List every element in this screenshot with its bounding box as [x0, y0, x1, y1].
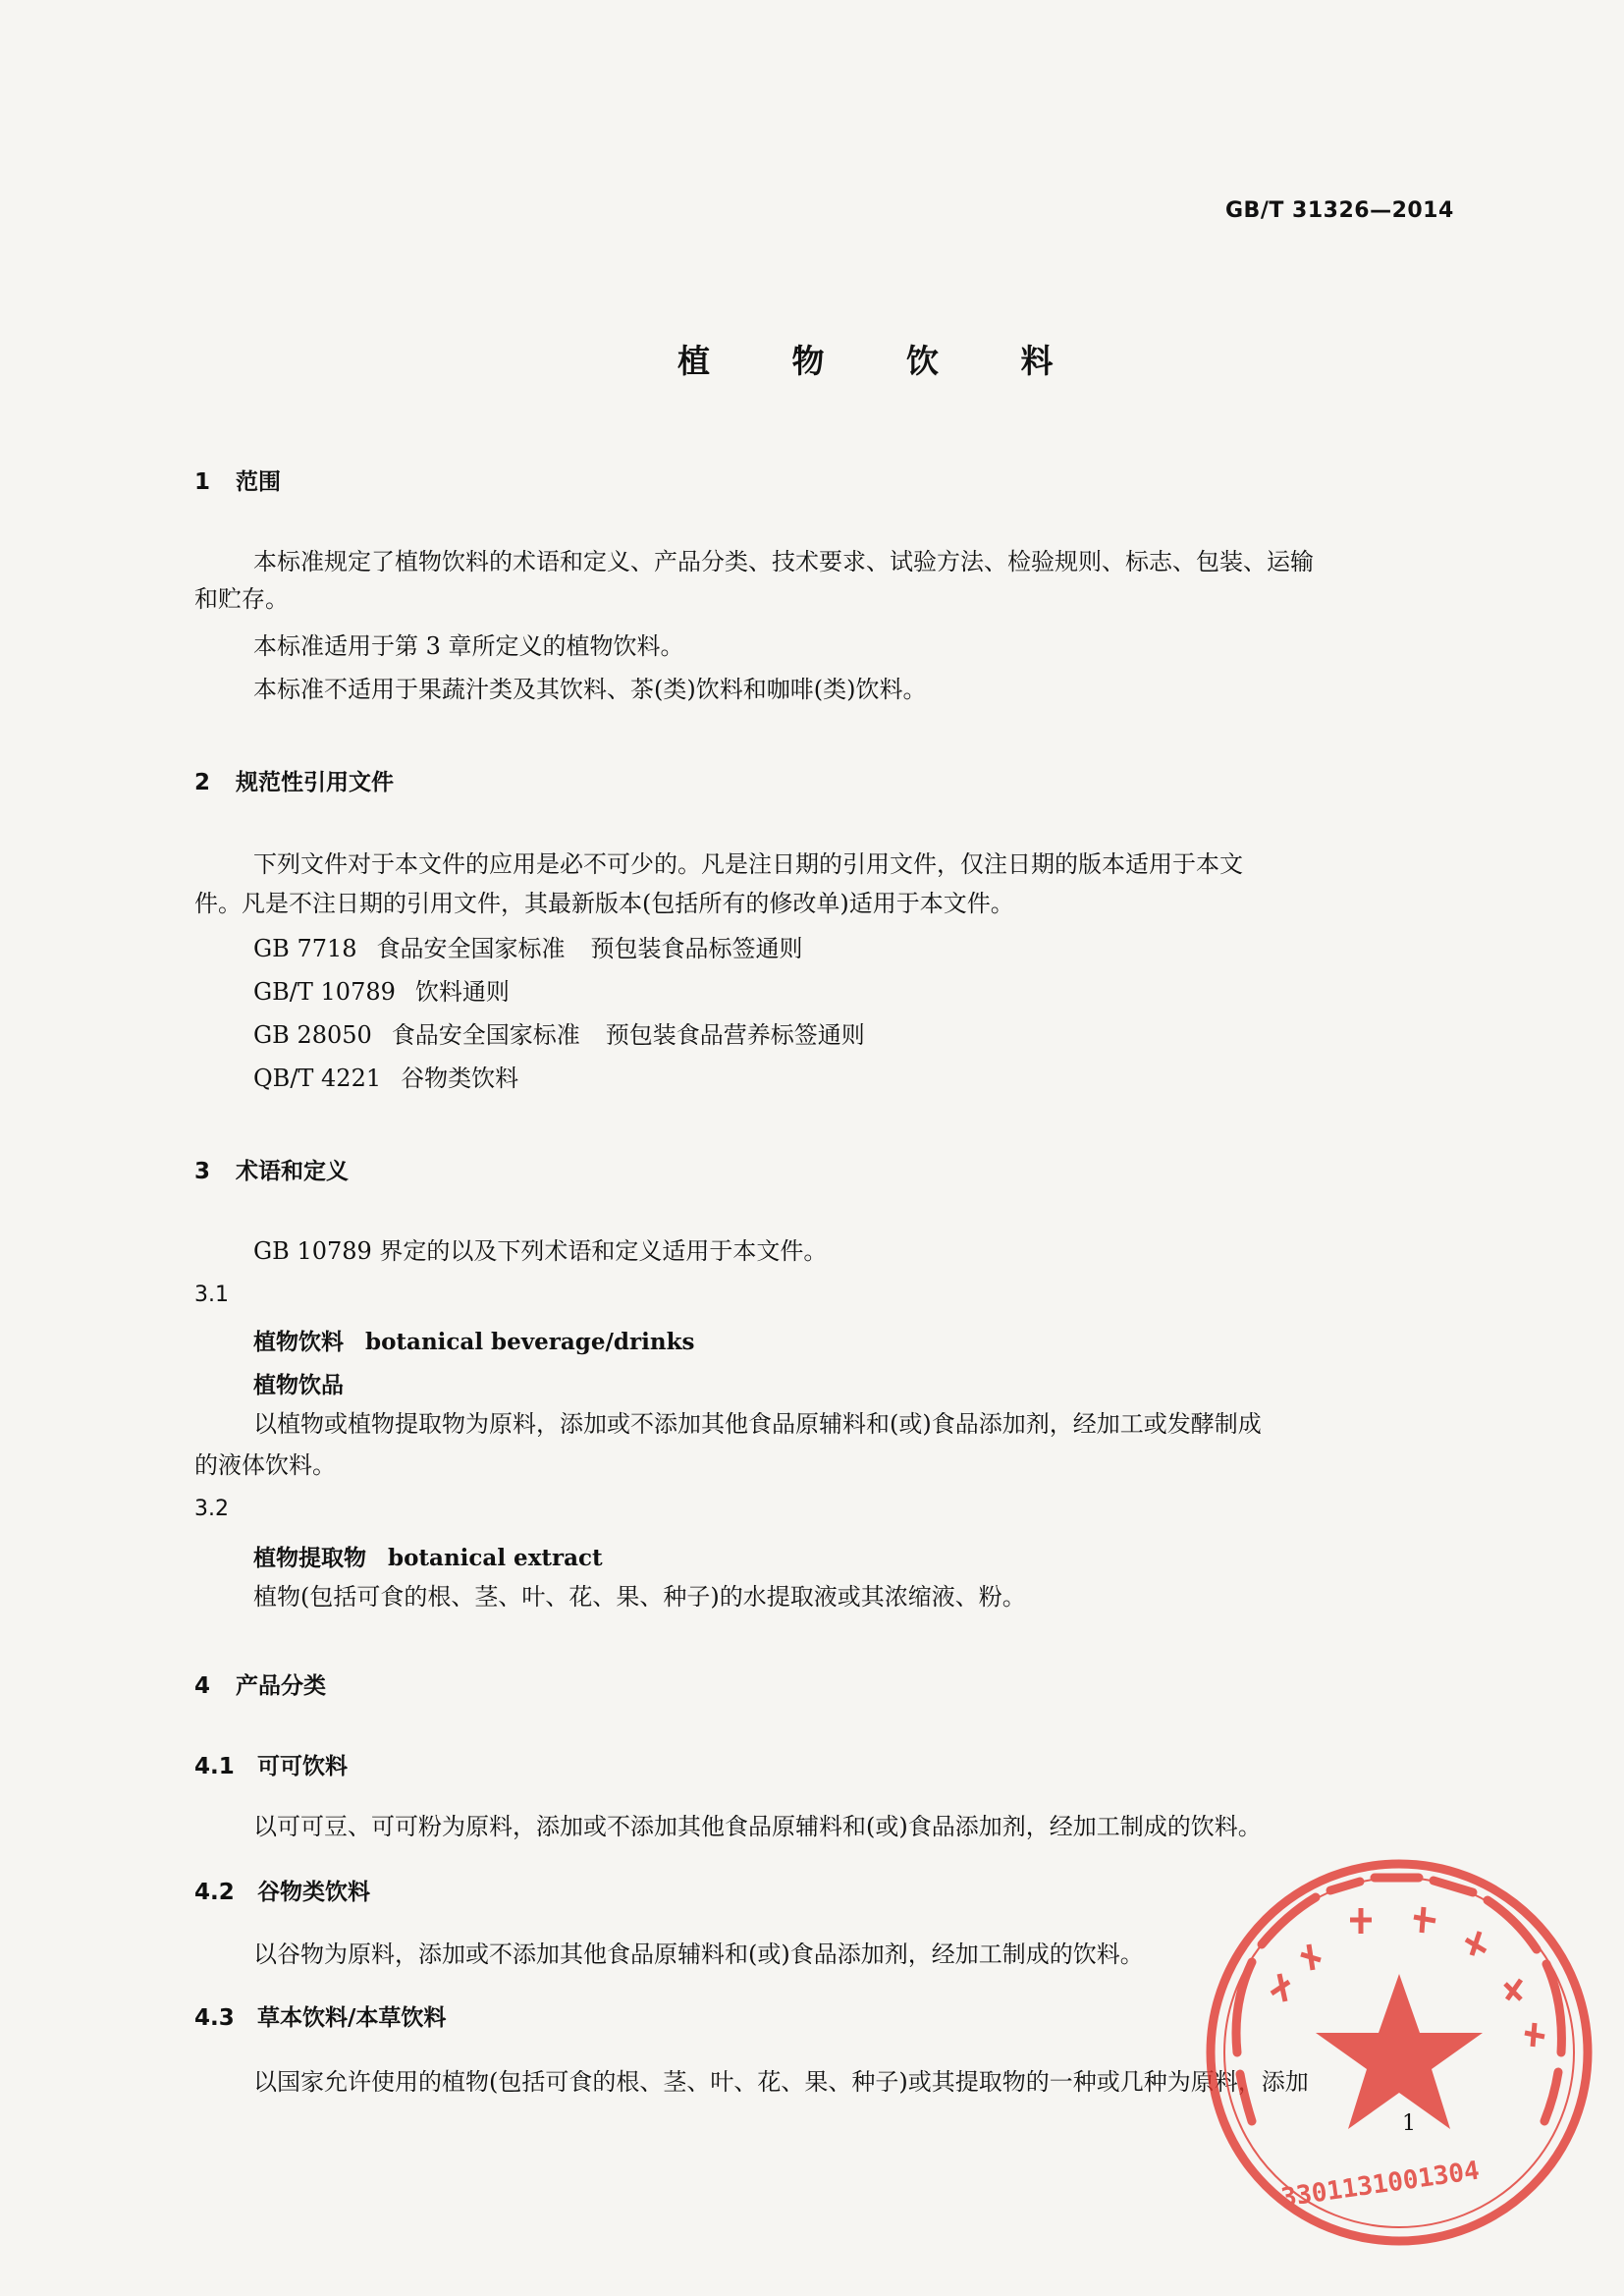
paragraph: 以国家允许使用的植物(包括可食的根、茎、叶、花、果、种子)或其提取物的一种或几种为原料，添加: [253, 2068, 1309, 2096]
paragraph: 本标准不适用于果蔬汁类及其饮料、茶(类)饮料和咖啡(类)饮料。: [253, 676, 927, 703]
subsection-heading: [194, 1874, 370, 1906]
subsection-number: 4.2: [194, 1880, 235, 1905]
term-en: botanical extract: [388, 1545, 603, 1571]
subsection-number: 4.3: [194, 2005, 235, 2031]
reference-subtitle: 预包装食品标签通则: [590, 935, 803, 962]
page-number: 1: [1402, 2111, 1416, 2136]
paragraph: 下列文件对于本文件的应用是必不可少的。凡是注日期的引用文件，仅注日期的版本适用于本文: [253, 850, 1243, 878]
section-title: 规范性引用文件: [236, 770, 394, 795]
term-alternative: 植物饮品: [253, 1373, 344, 1398]
section-title: 产品分类: [236, 1673, 326, 1699]
subsection-title: 可可饮料: [257, 1754, 348, 1779]
section-number: 3: [194, 1159, 211, 1184]
section-number: 1: [194, 469, 211, 495]
standard-number: GB/T 31326—2014: [1225, 198, 1454, 223]
reference-code: QB/T 4221: [253, 1065, 382, 1092]
reference-code: GB 7718: [253, 935, 357, 962]
paragraph: 以可可豆、可可粉为原料，添加或不添加其他食品原辅料和(或)食品添加剂，经加工制成的饮料。: [253, 1813, 1262, 1840]
paragraph: 以谷物为原料，添加或不添加其他食品原辅料和(或)食品添加剂，经加工制成的饮料。: [253, 1941, 1144, 1968]
term-heading: [253, 1324, 694, 1356]
definition: 的液体饮料。: [194, 1451, 336, 1479]
term-zh: 植物提取物: [253, 1546, 366, 1571]
definition: 植物(包括可食的根、茎、叶、花、果、种子)的水提取液或其浓缩液、粉。: [253, 1583, 1026, 1611]
reference-title: 谷物类饮料: [401, 1065, 519, 1092]
term-en: botanical beverage/drinks: [365, 1329, 695, 1355]
definition: 以植物或植物提取物为原料，添加或不添加其他食品原辅料和(或)食品添加剂，经加工或发酵制成: [253, 1410, 1262, 1438]
paragraph: GB 10789 界定的以及下列术语和定义适用于本文件。: [253, 1237, 828, 1265]
document-title: 植 物 饮 料: [677, 342, 1089, 380]
reference-title: 饮料通则: [414, 978, 510, 1006]
svg-text:3301131001304: 3301131001304: [1278, 2156, 1482, 2214]
reference-item: [253, 1017, 865, 1053]
subsection-heading: [194, 1999, 446, 2032]
company-seal-stamp: [1193, 1846, 1605, 2259]
paragraph: 本标准规定了植物饮料的术语和定义、产品分类、技术要求、试验方法、检验规则、标志、包装、运输: [253, 548, 1314, 575]
reference-item: [253, 931, 803, 966]
reference-subtitle: 预包装食品营养标签通则: [605, 1021, 865, 1049]
reference-code: GB 28050: [253, 1021, 372, 1049]
section-number: 2: [194, 770, 211, 795]
reference-item: [253, 974, 510, 1010]
section-title: 范围: [236, 469, 281, 495]
subsection-number: 4.1: [194, 1754, 235, 1779]
subsection-title: 草本饮料/本草饮料: [257, 2005, 447, 2031]
reference-title: 食品安全国家标准: [376, 935, 566, 962]
reference-title: 食品安全国家标准: [391, 1021, 580, 1049]
paragraph: 本标准适用于第 3 章所定义的植物饮料。: [253, 632, 684, 660]
term-zh: 植物饮料: [253, 1330, 344, 1355]
paragraph: 件。凡是不注日期的引用文件，其最新版本(包括所有的修改单)适用于本文件。: [194, 890, 1014, 917]
subsection-title: 谷物类饮料: [257, 1880, 370, 1905]
paragraph: 和贮存。: [194, 585, 289, 613]
section-3-heading: [194, 1153, 349, 1185]
section-1-heading: [194, 464, 281, 496]
section-number: 4: [194, 1673, 211, 1699]
term-number: 3.1: [194, 1283, 229, 1307]
reference-item: [253, 1061, 518, 1096]
section-title: 术语和定义: [236, 1159, 349, 1184]
section-4-heading: [194, 1667, 326, 1700]
term-number: 3.2: [194, 1497, 229, 1521]
section-2-heading: [194, 764, 394, 796]
term-heading: [253, 1540, 603, 1572]
reference-code: GB/T 10789: [253, 978, 396, 1006]
subsection-heading: [194, 1748, 348, 1780]
